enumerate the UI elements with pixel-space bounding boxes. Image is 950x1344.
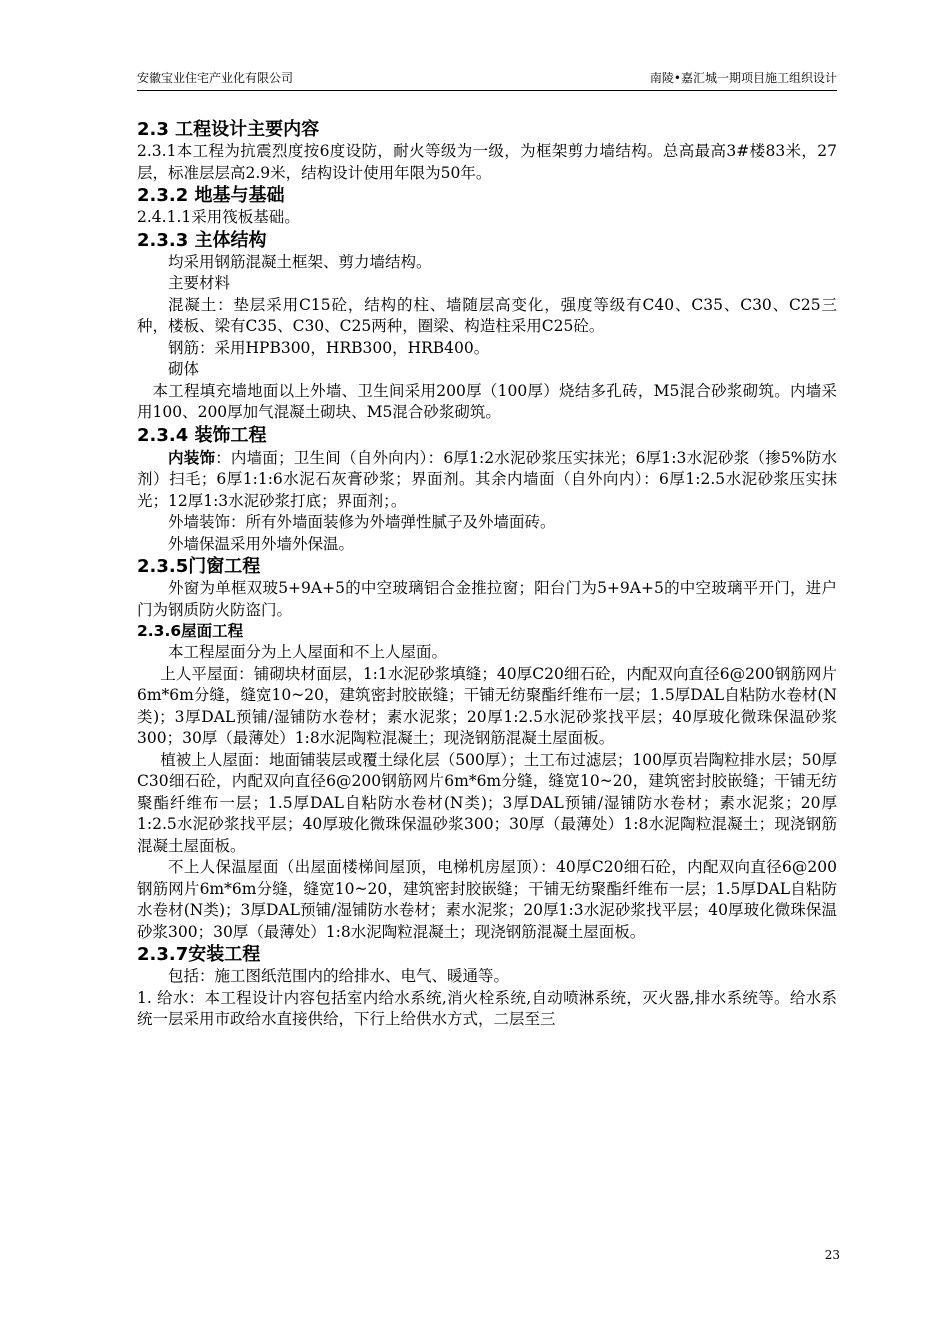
paragraph: 植被上人屋面：地面铺装层或覆土绿化层（500厚）；土工布过滤层；100厚页岩陶粒排水层；50厚C30细石砼，内配双向直径6@200钢筋网片6m*6m分缝，缝宽10~20，建筑密封胶嵌缝；干铺无纺聚酯纤维布一层；1.5厚DAL自粘防水卷材(N类)；3厚DAL预铺/湿铺防水卷材；素水泥浆；20厚1:2.5水泥砂浆找平层；40厚玻化微珠保温砂浆300；30厚（最薄处）1:8水泥陶粒混凝土；现浇钢筋混凝土屋面板。 xyxy=(137,750,837,855)
section-title-2-3: 2.3 工程设计主要内容 xyxy=(137,119,320,140)
section-title-2-3-6: 2.3.6屋面工程 xyxy=(137,622,244,640)
section-title-2-3-3: 2.3.3 主体结构 xyxy=(137,229,267,251)
paragraph: 混凝土：垫层采用C15砼，结构的柱、墙随层高变化，强度等级有C40、C35、C30、C25三种，楼板、梁有C35、C30、C25两种，圈梁、构造柱采用C25砼。 xyxy=(137,295,837,335)
section-title-2-3-7: 2.3.7安装工程 xyxy=(137,944,261,965)
page-number: 23 xyxy=(824,1248,840,1262)
paragraph: 上人平屋面：铺砌块材面层，1:1水泥砂浆填缝；40厚C20细石砼，内配双向直径6@200钢筋网片6m*6m分缝，缝宽10~20，建筑密封胶嵌缝；干铺无纺聚酯纤维布一层；1.5厚DAL自粘防水卷材(N类)；3厚DAL预铺/湿铺防水卷材；素水泥浆；20厚1:2.5水泥砂浆找平层；40厚玻化微珠保温砂浆300；30厚（最薄处）1:8水泥陶粒混凝土；现浇钢筋混凝土屋面板。 xyxy=(137,664,837,747)
paragraph: 外墙保温采用外墙外保温。 xyxy=(168,534,355,553)
paragraph: 1. 给水：本工程设计内容包括室内给水系统,消火栓系统,自动喷淋系统，灭火器,排水系统等。给水系统一层采用市政给水直接供给，下行上给供水方式，二层至三 xyxy=(137,988,837,1028)
paragraph: 不上人保温屋面（出屋面楼梯间屋顶，电梯机房屋顶）：40厚C20细石砼，内配双向直径6@200钢筋网片6m*6m分缝，缝宽10~20，建筑密封胶嵌缝；干铺无纺聚酯纤维布一层；1.5厚DAL自粘防水卷材(N类)；3厚DAL预铺/湿铺防水卷材；素水泥浆；20厚1:3水泥砂浆找平层；40厚玻化微珠保温砂浆300；30厚（最薄处）1:8水泥陶粒混凝土；现浇钢筋混凝土屋面板。 xyxy=(137,858,837,941)
paragraph: 钢筋：采用HPB300，HRB300，HRB400。 xyxy=(168,338,490,357)
paragraph: 砌体 xyxy=(168,360,200,378)
paragraph: 均采用钢筋混凝土框架、剪力墙结构。 xyxy=(168,252,432,271)
document-body xyxy=(137,118,837,1031)
section-title-2-3-2: 2.3.2 地基与基础 xyxy=(137,185,285,206)
paragraph: 包括：施工图纸范围内的给排水、电气、暖通等。 xyxy=(168,967,510,985)
section-title-2-3-4: 2.3.4 装饰工程 xyxy=(137,424,267,446)
paragraph: 2.3.1本工程为抗震烈度按6度设防，耐火等级为一级，为框架剪力墙结构。总高最高3#楼83米，27层，标准层层高2.9米，结构设计使用年限为50年。 xyxy=(137,142,837,182)
paragraph: 2.4.1.1采用筏板基础。 xyxy=(137,208,300,226)
header-company: 安徽宝业住宅产业化有限公司 xyxy=(137,71,294,85)
paragraph: 外墙装饰：所有外墙面装修为外墙弹性腻子及外墙面砖。 xyxy=(168,513,556,531)
inline-label: 内装饰 xyxy=(168,447,216,467)
inline-text: ：内墙面；卫生间（自外向内）：6厚1:2水泥砂浆压实抹光；6厚1:3水泥砂浆（掺5%防水剂）扫毛；6厚1:1:6水泥石灰膏砂浆；界面剂。其余内墙面（自外向内）：6厚1:2.5水泥砂浆压实抹光；12厚1:3水泥砂浆打底；界面剂；。 xyxy=(137,448,837,510)
paragraph: 本工程屋面分为上人屋面和不上人屋面。 xyxy=(168,643,448,661)
paragraph xyxy=(137,447,837,513)
paragraph: 外窗为单框双玻5+9A+5的中空玻璃铝合金推拉窗；阳台门为5+9A+5的中空玻璃平开门，进户门为钢质防火防盗门。 xyxy=(137,579,837,619)
header-project: 南陵•嘉汇城一期项目施工组织设计 xyxy=(649,71,837,85)
paragraph: 主要材料 xyxy=(168,274,231,292)
section-title-2-3-5: 2.3.5门窗工程 xyxy=(137,556,261,577)
page-header xyxy=(137,68,837,91)
paragraph: 本工程填充墙地面以上外墙、卫生间采用200厚（100厚）烧结多孔砖，M5混合砂浆砌筑。内墙采用100、200厚加气混凝土砌块、M5混合砂浆砌筑。 xyxy=(137,381,837,421)
